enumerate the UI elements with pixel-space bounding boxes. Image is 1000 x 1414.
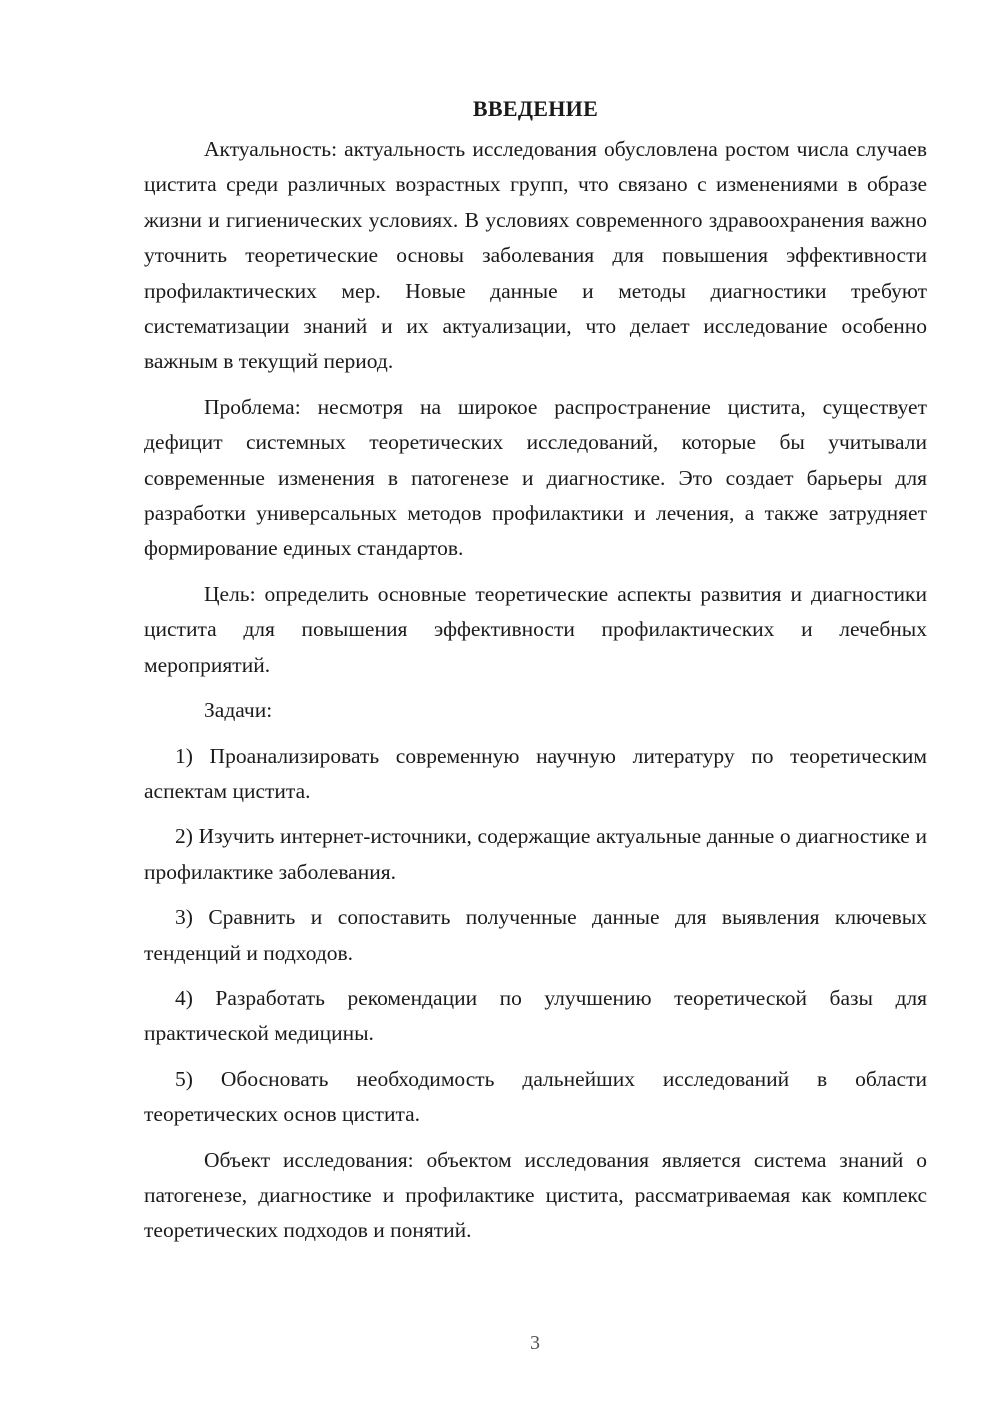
task-item-3: 3) Сравнить и сопоставить полученные данные для выявления ключевых тенденций и подходов. (144, 905, 927, 965)
paragraph-goal: Цель: определить основные теоретические аспекты развития и диагностики цистита для повышения эффективности профилактических и лечебных мероприятий. (144, 581, 927, 677)
paragraph-problem: Проблема: несмотря на широкое распространение цистита, существует дефицит системных теоретических исследований, которые бы учитывали современные изменения в патогенезе и диагностике. Это создает барьеры для разработки универсальных методов профилактики и лечения, а также затрудняет формирование единых стандартов. (144, 394, 927, 561)
task-item-4: 4) Разработать рекомендации по улучшению теоретической базы для практической медицины. (144, 985, 927, 1046)
task-item-5: 5) Обосновать необходимость дальнейших исследований в области теоретических основ цистита. (144, 1066, 927, 1127)
task-item-1: 1) Проанализировать современную научную литературу по теоретическим аспектам цистита. (144, 743, 927, 803)
task-item-2: 2) Изучить интернет-источники, содержащие актуальные данные о диагностике и профилактике заболевания. (144, 824, 927, 884)
paragraph-relevance: Актуальность: актуальность исследования обусловлена ростом числа случаев цистита среди различных возрастных групп, что связано с изменениями в образе жизни и гигиенических условиях. В условиях современного здравоохранения важно уточнить теоретические основы заболевания для повышения эффективности профилактических мер. Новые данные и методы диагностики требуют систематизации знаний и их актуализации, что делает исследование особенно важным в текущий период. (144, 137, 927, 374)
tasks-label: Задачи: (204, 698, 273, 723)
page-number: 3 (530, 1332, 540, 1354)
section-heading: ВВЕДЕНИЕ (472, 96, 599, 121)
paragraph-object: Объект исследования: объектом исследования является система знаний о патогенезе, диагностике и профилактике цистита, рассматриваемая как комплекс теоретических подходов и понятий. (144, 1147, 927, 1243)
document-page (144, 92, 927, 1259)
